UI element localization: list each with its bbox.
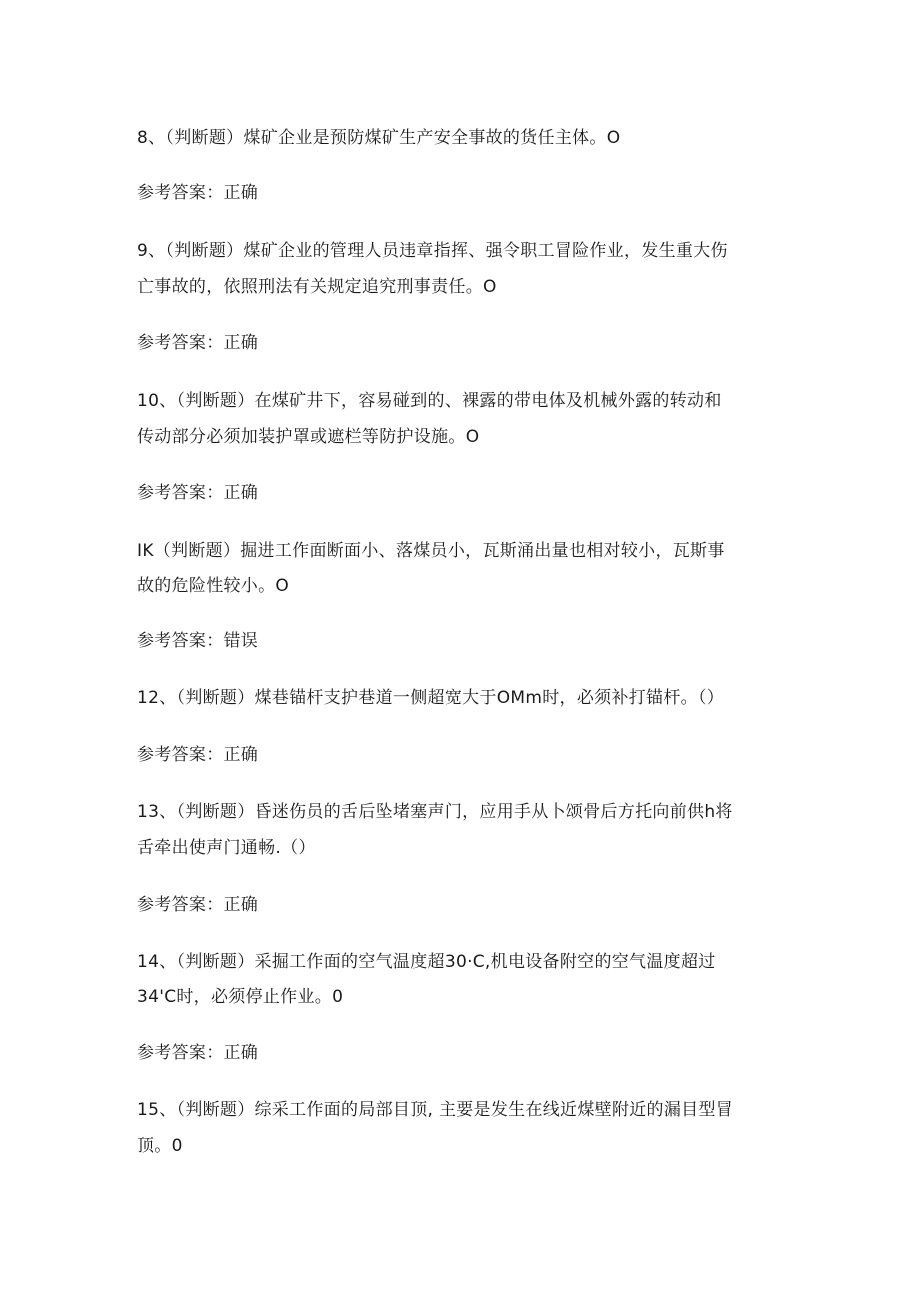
question-15-line-1: 15、（判断题）综采工作面的局部目顶, 主要是发生在线近煤壁附近的漏目型冒 (137, 1100, 734, 1120)
question-10-line-2: 传动部分必须加装护罩或遮栏等防护设施。O (137, 427, 480, 447)
question-11-line-1: IK（判断题）掘进工作面断面小、落煤员小，瓦斯涌出量也相对较小，瓦斯事 (137, 541, 725, 561)
answer-9: 参考答案：正确 (137, 333, 259, 353)
question-12-line-1: 12、（判断题）煤巷锚杆支护巷道一侧超宽大于OMm时，必须补打锚杆。（） (137, 688, 725, 708)
question-10-line-1: 10、（判断题）在煤矿井下，容易碰到的、裸露的带电体及机械外露的转动和 (137, 391, 722, 411)
answer-8: 参考答案：正确 (137, 183, 259, 203)
answer-11: 参考答案：错误 (137, 631, 259, 651)
answer-12: 参考答案：正确 (137, 745, 259, 765)
question-11-line-2: 故的危险性较小。O (137, 576, 290, 596)
question-14-line-2: 34'C时，必须停止作业。0 (137, 987, 344, 1007)
question-9-line-1: 9、（判断题）煤矿企业的管理人员违章指挥、强令职工冒险作业，发生重大伤 (137, 241, 728, 261)
question-14-line-1: 14、（判断题）采掘工作面的空气温度超30·C,机电设备附空的空气温度超过 (137, 952, 716, 972)
answer-13: 参考答案：正确 (137, 895, 259, 915)
question-15-line-2: 顶。0 (137, 1136, 183, 1156)
answer-14: 参考答案：正确 (137, 1043, 259, 1063)
question-9-line-2: 亡事故的，依照刑法有关规定追究刑事责任。O (137, 277, 497, 297)
question-13-line-1: 13、（判断题）昏迷伤员的舌后坠堵塞声门，应用手从卜颂骨后方托向前供h将 (137, 802, 733, 822)
answer-10: 参考答案：正确 (137, 483, 259, 503)
question-13-line-2: 舌牵出使声门通畅.（） (137, 838, 316, 858)
question-8-line-1: 8、（判断题）煤矿企业是预防煤矿生产安全事故的货任主体。O (137, 128, 621, 148)
